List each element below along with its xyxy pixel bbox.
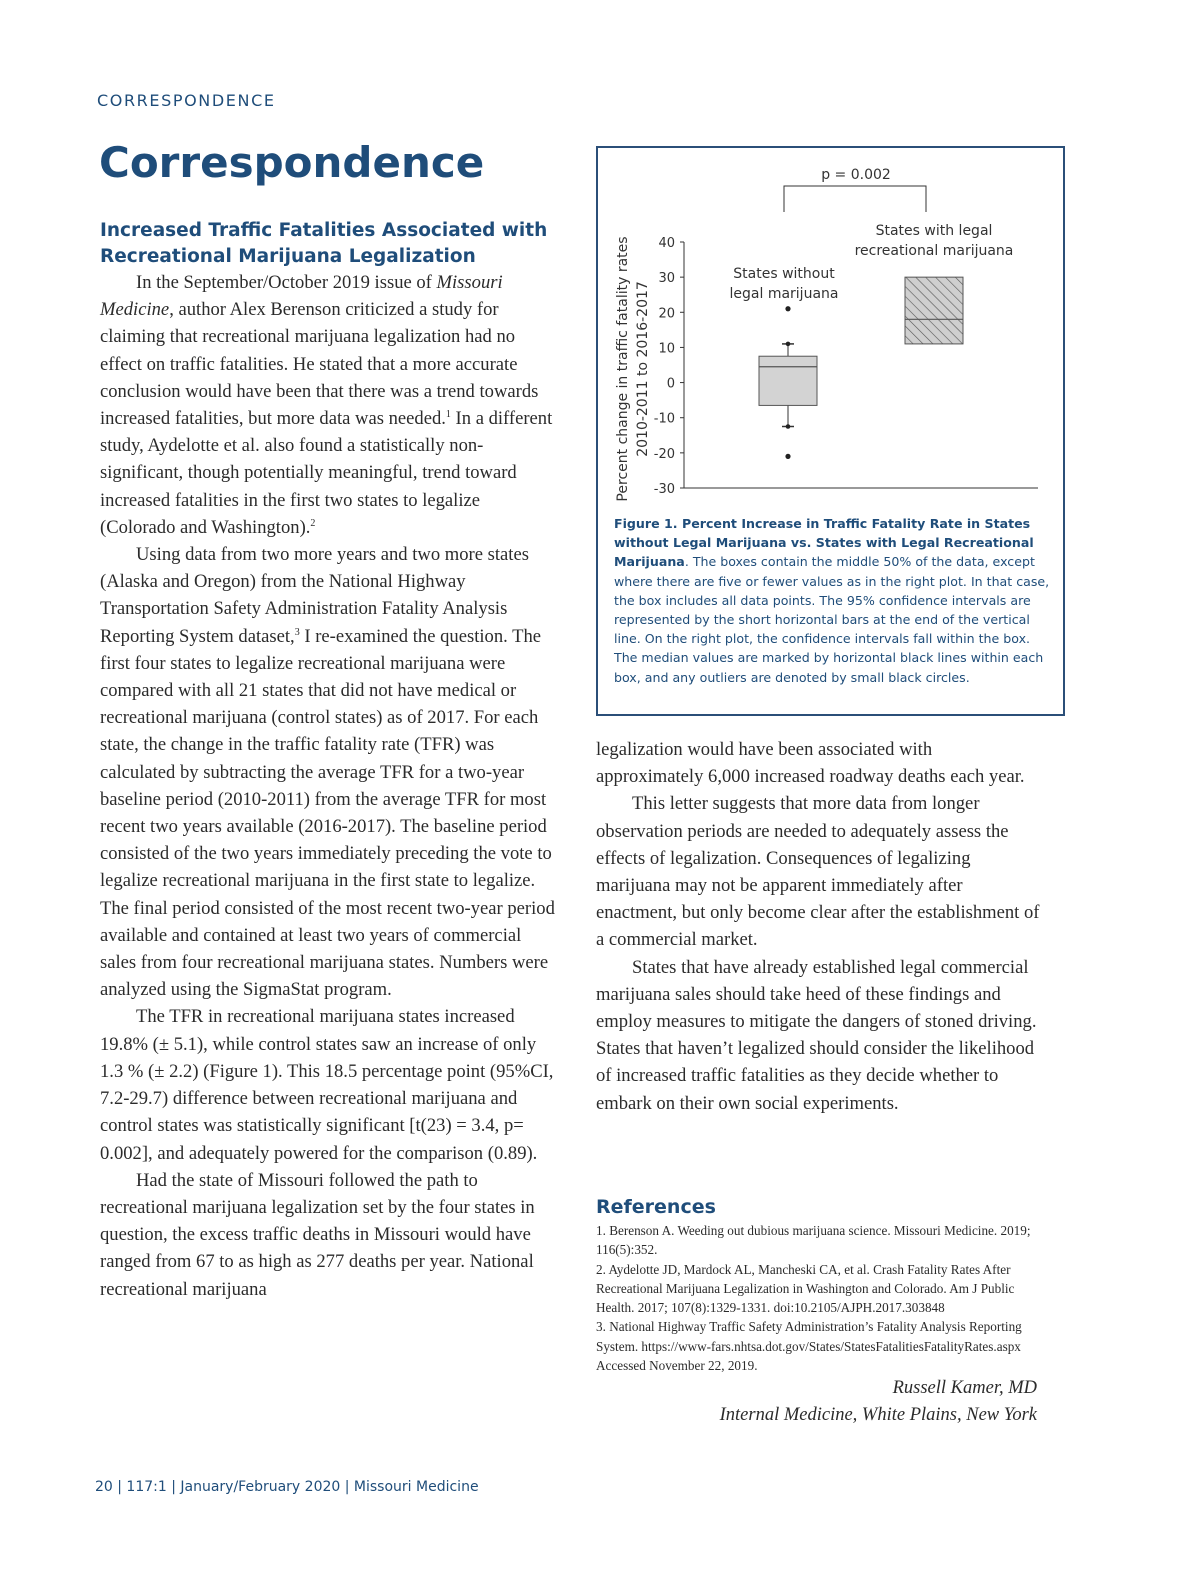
text: In a different study, Aydelotte et al. also found a statistically non-significant, though potentially meaningful, trend toward increased fatalities in the first two states to legalize (Colorado and Washington). [100,408,553,538]
references-heading: References [596,1196,716,1218]
y-tick-label: 20 [658,306,675,322]
journal-name: Missouri Medicine [100,272,503,321]
paragraph-4: Had the state of Missouri followed the path to recreational marijuana legalization set by the four states in question, the excess traffic deaths in Missouri would have ranged from 67 to as high as 277 deaths per year. National recreational marijuana [100,1169,535,1300]
reference-marker: 2 [310,517,316,529]
text: , author Alex Berenson criticized a study for claiming that recreational marijuana legalization had no effect on traffic fatalities. He stated that a more accurate conclusion would have been that there was a trend towards increased fatalities, but more data was needed. [100,299,539,430]
reference-marker: 1 [445,409,451,421]
p-value-annotation: p = 0.002 [821,167,891,183]
y-tick-label: 40 [658,236,675,251]
ci-dot [786,342,791,347]
y-tick-label: -10 [653,411,675,427]
text: Using data from two more years and two more states (Alaska and Oregon) from the National Highway Transportation Safety Administration Fatality Analysis Reporting System dataset, [100,544,529,647]
y-tick-label: 10 [658,341,675,357]
reference-marker: 3 [294,626,300,638]
text: In the September/October 2019 issue of [136,272,437,293]
reference-item: 3. National Highway Traffic Safety Administration’s Fatality Analysis Reporting System. https://www-fars.nhtsa.dot.gov/States/StatesFatalitiesFatalityRates.aspx Accessed November 22, 2019. [596,1319,1022,1374]
figure-1 [596,146,1065,716]
paragraph-6: States that have already established legal commercial marijuana sales should take heed of these findings and employ measures to mitigate the dangers of stoned driving. States that haven’t legalized should consider the likelihood of increased traffic fatalities as they decide whether to embark on their own social experiments. [596,956,1037,1114]
y-axis-label: Percent change in traffic fatality rates [615,236,631,502]
y-axis-label-secondary: 2010-2011 to 2016-2017 [635,281,651,457]
figure-caption-text: . The boxes contain the middle 50% of the data, except where there are five or fewer values as in the right plot. In that case, the box includes all data points. The 95% confidence intervals are represented by the short horizontal bars at the end of the vertical line. On the right plot, the confidence intervals fall within the box. The median values are marked by horizontal black lines within each box, and any outliers are denoted by small black circles. [614,554,1050,685]
ci-dot [786,424,791,429]
author-affiliation: Internal Medicine, White Plains, New York [719,1405,1037,1425]
box-plot-chart [598,148,1067,508]
series-label: States without [733,266,835,282]
box [759,356,817,405]
paragraph-2 [100,541,555,1003]
y-tick-label: -30 [653,482,675,497]
significance-bracket [784,186,926,212]
y-tick-label: 0 [666,376,675,392]
y-tick-label: 30 [658,271,675,287]
references-list [596,1221,1041,1375]
reference-item: 2. Aydelotte JD, Mardock AL, Mancheski CA, et al. Crash Fatality Rates After Recreational Marijuana Legalization in Washington and Colorado. Am J Public Health. 2017; 107(8):1329-1331. doi:10.2105/AJPH.2017.303848 [596,1261,1015,1316]
article-heading: Increased Traffic Fatalities Associated with Recreational Marijuana Legalization [100,220,548,267]
figure-caption [614,514,1050,687]
outlier-point [785,454,790,459]
figure-caption-title: Figure 1. Percent Increase in Traffic Fatality Rate in States without Legal Marijuana vs. States with Legal Recreational Marijuana [614,516,1034,570]
author-name: Russell Kamer, MD [892,1378,1037,1398]
article-column-left [100,269,555,1303]
article-column-right [596,736,1041,1117]
text: I re-examined the question. The first four states to legalize recreational marijuana were compared with all 21 states that did not have medical or recreational marijuana (control states) as of 2017. For each state, the change in the traffic fatality rate (TFR) was calculated by subtracting the average TFR for a two-year baseline period (2010-2011) from the average TFR for most recent two years available (2016-2017). The baseline period consisted of the two years immediately preceding the vote to legalize recreational marijuana in the first state to legalize. The final period consisted of the most recent two-year period available and contained at least two years of commercial sales from four recreational marijuana states. Numbers were analyzed using the SigmaStat program. [100,625,555,1001]
paragraph-1 [100,269,555,541]
series-label: legal marijuana [729,286,839,302]
section-label: CORRESPONDENCE [97,91,276,110]
series-label: States with legal [875,223,993,239]
paragraph-5: This letter suggests that more data from longer observation periods are needed to adequately assess the effects of legalization. Consequences of legalizing marijuana may not be apparent immediately after enactment, but only become clear after the establishment of a commercial market. [596,793,1040,951]
paragraph-3: The TFR in recreational marijuana states increased 19.8% (± 5.1), while control states saw an increase of only 1.3 % (± 2.2) (Figure 1). This 18.5 percentage point (95%CI, 7.2-29.7) difference between recreational marijuana and control states was statistically significant [t(23) = 3.4, p= 0.002], and adequately powered for the comparison (0.89). [100,1006,554,1164]
page-title: Correspondence [99,138,485,187]
box [905,277,963,344]
paragraph-4-continued: legalization would have been associated with approximately 6,000 increased roadway deaths each year. [596,739,1025,788]
page-footer: 20 | 117:1 | January/February 2020 | Missouri Medicine [95,1479,479,1495]
reference-item: 1. Berenson A. Weeding out dubious marijuana science. Missouri Medicine. 2019; 116(5):352. [596,1223,1031,1258]
series-label: recreational marijuana [854,243,1014,259]
y-tick-label: -20 [653,446,675,462]
outlier-point [785,306,790,311]
